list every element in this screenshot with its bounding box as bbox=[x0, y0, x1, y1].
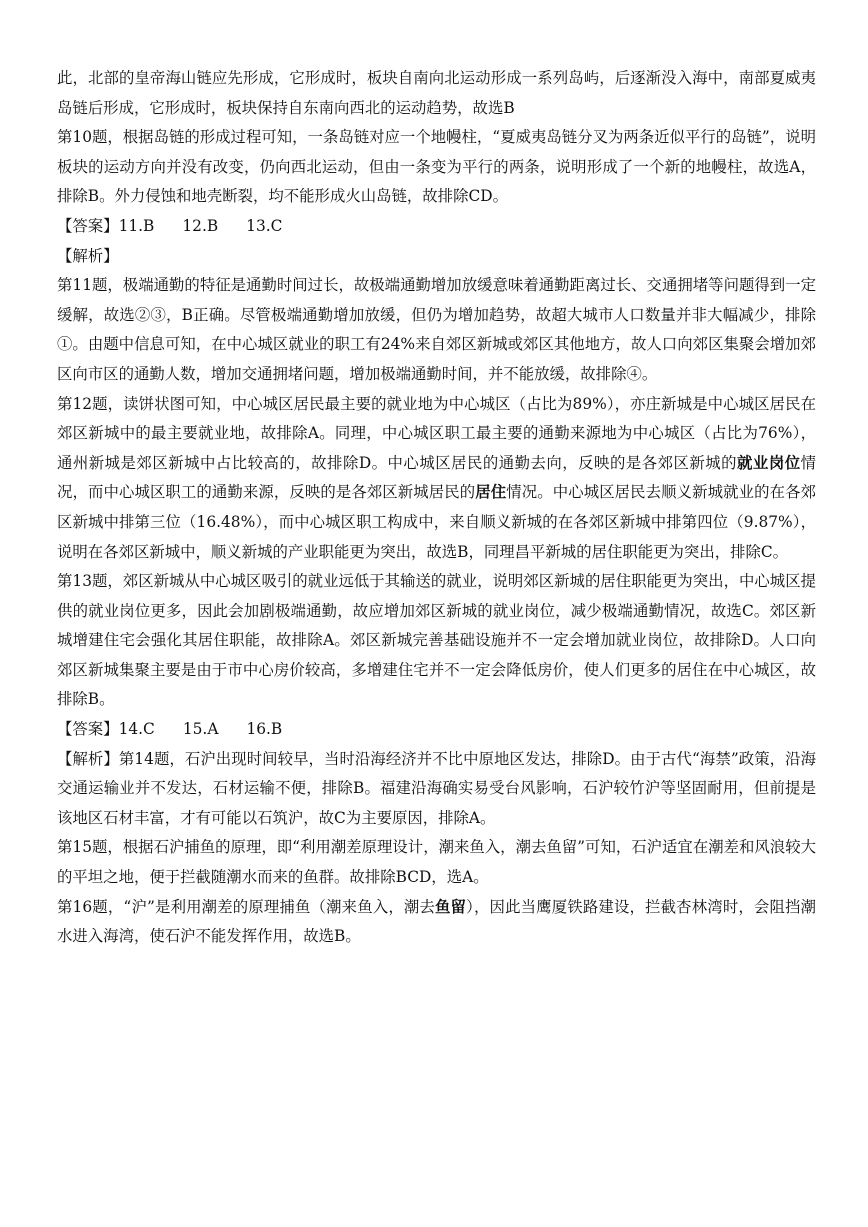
q16-text-part: ），因此当鹰厦铁路建设，拦截杏林湾时，会阻挡潮水进入海湾，使石沪不能发挥作用，故选B。 bbox=[57, 897, 816, 946]
q12-bold-term: 就业岗位 bbox=[737, 453, 801, 472]
paragraph-q15-explanation: 第15题，根据石沪捕鱼的原理，即“利用潮差原理设计，潮来鱼入，潮去鱼留”可知，石沪适宜在潮差和风浪较大的平坦之地，便于拦截随潮水而来的鱼群。故排除BCD，选A。 bbox=[57, 838, 816, 887]
answer-label: 【答案】 bbox=[57, 720, 119, 739]
analysis-label: 【解析】 bbox=[57, 749, 119, 768]
paragraph-q10-explanation: 第10题，根据岛链的形成过程可知，一条岛链对应一个地幔柱，“夏威夷岛链分叉为两条近似平行的岛链”，说明板块的运动方向并没有改变，仍向西北运动，但由一条变为平行的两条，说明形成了一个新的地幔柱，故选A，排除B。外力侵蚀和地壳断裂，均不能形成火山岛链，故排除CD。 bbox=[57, 128, 816, 206]
answer-item: 11.B bbox=[118, 216, 155, 235]
q12-text-part: 情况。中心城区居民去顺义新城就业的在各郊区新城中排第三位（16.48%），而中心城区职工构成中，来自顺义新城的在各郊区新城中排第四位（9.87%），说明在各郊区新城中，顺义新城的产业职能更为突出，故选B，同理昌平新城的居住职能更为突出，排除C。 bbox=[57, 483, 816, 561]
analysis-label: 【解析】 bbox=[57, 246, 119, 265]
answer-line-11-13 bbox=[57, 212, 816, 242]
q16-bold-term: 鱼留 bbox=[435, 897, 467, 916]
paragraph-q11-explanation: 第11题，极端通勤的特征是通勤时间过长，故极端通勤增加放缓意味着通勤距离过长、交通拥堵等问题得到一定缓解，故选②③，B正确。尽管极端通勤增加放缓，但仍为增加趋势，故超大城市人口数量并非大幅减少，排除①。由题中信息可知，在中心城区就业的职工有24%来自郊区新城或郊区其他地方，故人口向郊区集聚会增加郊区向市区的通勤人数，增加交通拥堵问题，增加极端通勤时间，并不能放缓，故排除④。 bbox=[57, 276, 816, 383]
answer-item: 13.C bbox=[246, 216, 283, 235]
q14-text: 第14题，石沪出现时间较早，当时沿海经济并不比中原地区发达，排除D。由于古代“海禁”政策，沿海交通运输业并不发达，石材运输不便，排除B。福建沿海确实易受台风影响，石沪较竹沪等坚固耐用，但前提是该地区石材丰富，才有可能以石筑沪，故C为主要原因，排除A。 bbox=[57, 749, 816, 827]
answer-item: 16.B bbox=[246, 720, 283, 739]
paragraph-q14-explanation bbox=[57, 745, 816, 834]
answer-line-14-16 bbox=[57, 715, 816, 745]
answer-item: 12.B bbox=[182, 216, 219, 235]
answer-item: 15.A bbox=[182, 720, 219, 739]
paragraph-q12-explanation bbox=[57, 390, 816, 568]
q16-text-part: 第16题，“沪”是利用潮差的原理捕鱼（潮来鱼入，潮去 bbox=[57, 897, 435, 916]
q12-text-part: 第12题，读饼状图可知，中心城区居民最主要的就业地为中心城区（占比为89%），亦庄新城是中心城区居民在郊区新城中的最主要就业地，故排除A。同理，中心城区职工最主要的通勤来源地为中心城区（占比为76%），通州新城是郊区新城中占比较高的，故排除D。中心城区居民的通勤去向，反映的是各郊区新城的 bbox=[57, 394, 816, 472]
paragraph-q9-conclusion: 此，北部的皇帝海山链应先形成，它形成时，板块自南向北运动形成一系列岛屿，后逐渐没入海中，南部夏威夷岛链后形成，它形成时，板块保持自东南向西北的运动趋势，故选B bbox=[57, 69, 816, 117]
paragraph-q13-explanation: 第13题，郊区新城从中心城区吸引的就业远低于其输送的就业，说明郊区新城的居住职能更为突出，中心城区提供的就业岗位更多，因此会加剧极端通勤，故应增加郊区新城的就业岗位，减少极端通勤情况，故选C。郊区新城增建住宅会强化其居住职能，故排除A。郊区新城完善基础设施并不一定会增加就业岗位，故排除D。人口向郊区新城集聚主要是由于市中心房价较高，多增建住宅并不一定会降低房价，使人们更多的居住在中心城区，故排除B。 bbox=[57, 572, 816, 709]
q12-text-part: 情况，而中心城区职工的通勤来源，反映的是各郊区新城居民的 bbox=[57, 453, 816, 502]
q12-bold-term: 居住 bbox=[475, 483, 507, 502]
answer-label: 【答案】 bbox=[57, 216, 119, 235]
paragraph-q16-explanation bbox=[57, 893, 816, 952]
answer-item: 14.C bbox=[118, 720, 155, 739]
